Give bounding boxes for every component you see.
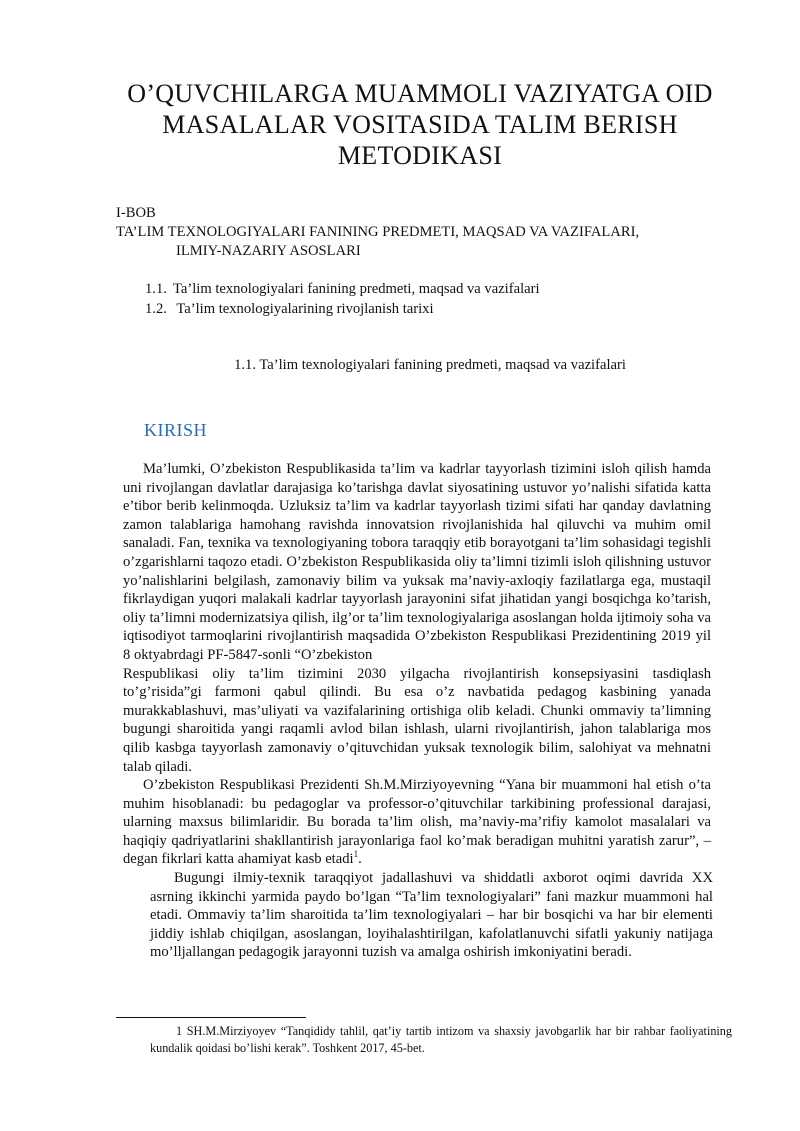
body-text bbox=[123, 460, 711, 962]
toc-item-number: 1.2. bbox=[145, 301, 167, 317]
paragraph-2: O’zbekiston Respublikasi Prezidenti Sh.M.Mirziyoyevning “Yana bir muammoni hal etish o’ta muhim hisoblanadi: bu pedagoglar va professor-o’qituvchilar tarkibining professional darajasi, ularning maxsus bilimlaridir. Bu borada ta’lim olish, ma’naviy-ma’rifiy kamolot masalalari va haqiqiy qadriyatlarini shakllantirish jarayonlariga faol ko’mak beradigan muhitni yaratish zarur”, – degan fikrlari katta ahamiyat kasb etadi$^1$. bbox=[123, 777, 711, 868]
chapter-title bbox=[116, 223, 741, 261]
section-heading: 1.1. Ta’lim texnologiyalari fanining predmeti, maqsad va vazifalari bbox=[234, 357, 626, 373]
footnote-reference: 1 bbox=[353, 849, 359, 860]
chapter-title-line-1: TA’LIM TEXNOLOGIYALARI FANINING PREDMETI, MAQSAD VA VAZIFALARI, bbox=[116, 224, 640, 240]
toc-item bbox=[145, 299, 540, 319]
toc-item-number: 1.1. bbox=[145, 281, 167, 297]
table-of-contents bbox=[145, 279, 540, 319]
toc-item-text: Ta’lim texnologiyalarining rivojlanish tarixi bbox=[173, 301, 434, 317]
paragraph-1b: Respublikasi oliy ta’lim tizimini 2030 yilgacha rivojlantirish konsepsiyasini tasdiqlash to’g’risida”gi farmoni qabul qilindi. Bu esa o’z navbatida pedagog kasbining yanada murakkablashuvi, mas’uliyati va vazifalarining ortishiga olib keladi. Chunki ommaviy ta’limning bugungi sharoitida yangi raqamli avlod bilan ishlash, ularni rivojlantirish, jahon talablariga mos qilib kasbga tayyorlash zamonaviy o’qituvchidan yuksak texnologik bilim, salohiyat va mehnatni talab qiladi. bbox=[123, 665, 711, 775]
toc-item bbox=[145, 279, 540, 299]
chapter-title-line-2: ILMIY-NAZARIY ASOSLARI bbox=[176, 243, 361, 259]
intro-heading: KIRISH bbox=[144, 420, 208, 440]
paragraph-3: Bugungi ilmiy-texnik taraqqiyot jadallashuvi va shiddatli axborot oqimi davrida XX asrning ikkinchi yarmida paydo bo’lgan “Ta’lim texnologiyalari” fani mazkur muammoni hal etadi. Ommaviy ta’lim sharoitida ta’lim texnologiyalari – har bir bosqichi va har bir elementi jiddiy ishlab chiqilgan, asoslangan, loyihalashtirilgan, kafolatlanuvchi sifatli yakuniy natijaga mo’lljallangan pedagogik jarayonni tuzish va amalga oshirish imkoniyatini beradi. bbox=[150, 870, 713, 961]
paragraph-1a: Ma’lumki, O’zbekiston Respublikasida ta’lim va kadrlar tayyorlash tizimini isloh qilish hamda uni rivojlangan davlatlar darajasiga ko’tarishga davlat siyosatining ustuvor yo’nalishi sifatida katta e’tibor berib kelinmoqda. Uzluksiz ta’lim va kadrlar tayyorlash tizimi sifati har qanday davlatning zamon talablariga hamohang ravishda innovatsion rivojlanishida hal qiluvchi va muhim omil sanaladi. Fan, texnika va texnologiyaning tobora taraqqiy etib borayotgani ta’lim sohasidagi tegishli o’zgarishlarni taqozo etadi. O’zbekiston Respublikasida oliy ta’limni tizimli isloh qilishning ustuvor yo’nalishlarini belgilash, zamonaviy bilim va yuksak ma’naviy-axloqiy fazilatlarga ega, mustaqil fikrlaydigan yuqori malakali kadrlar tayyorlash jarayonini sifat jihatidan yangi bosqichga ko’tarish, oliy ta’limni modernizatsiya qilish, ilg’or ta’lim texnologiyalariga asoslangan holda ijtimoiy soha va iqtisodiyot tarmoqlarini rivojlantirish maqsadida O’zbekiston Respublikasi Prezidentining 2019 yil 8 oktyabrdagi PF-5847-sonli “O’zbekiston bbox=[123, 461, 711, 663]
chapter-label: I-BOB bbox=[116, 205, 156, 221]
footnote bbox=[150, 1023, 732, 1057]
footnote-separator bbox=[116, 1017, 306, 1018]
document-title: O’QUVCHILARGA MUAMMOLI VAZIYATGA OID MASALALAR VOSITASIDA TALIM BERISH METODIKASI bbox=[127, 79, 713, 170]
toc-item-text: Ta’lim texnologiyalari fanining predmeti, maqsad va vazifalari bbox=[173, 281, 540, 297]
paragraph-2-text: O’zbekiston Respublikasi Prezidenti Sh.M.Mirziyoyevning “Yana bir muammoni hal etish o’ta muhim hisoblanadi: bu pedagoglar va professor-o’qituvchilar tarkibining professional darajasi, ularning maxsus bilimlaridir. Bu borada ta’lim olish, ma’naviy-ma’rifiy kamolot masalalari va haqiqiy qadriyatlarini shakllantirish jarayonlariga faol ko’mak beradigan muhitni yaratish zarur”, – degan fikrlari katta ahamiyat kasb etadi bbox=[123, 777, 711, 868]
footnote-text: 1 SH.M.Mirziyoyev “Tanqididy tahlil, qat’iy tartib intizom va shaxsiy javobgarlik har bir rahbar faoliyatining kundalik qoidasi bo’lishi kerak”. Toshkent 2017, 45-bet. bbox=[150, 1024, 732, 1055]
